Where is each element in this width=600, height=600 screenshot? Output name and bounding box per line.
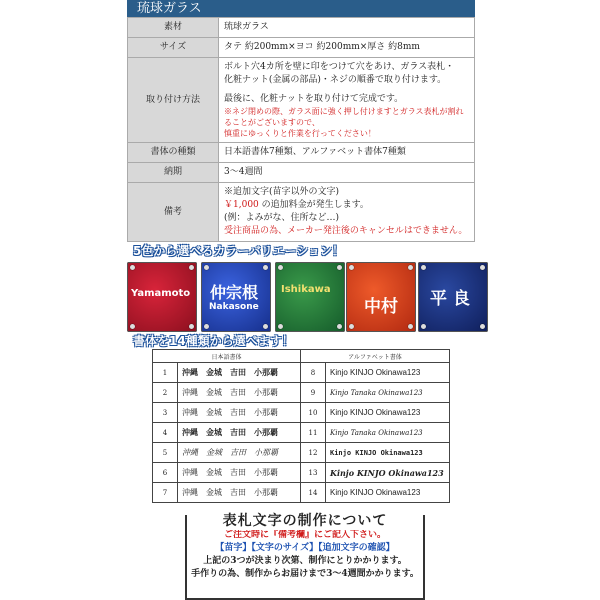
bolt-dot — [421, 265, 426, 270]
spec-row — [128, 58, 475, 143]
swatch-label: Ishikawa — [281, 284, 331, 295]
spec-value: 琉球ガラス — [219, 18, 475, 38]
bolt-dot — [263, 265, 268, 270]
bolt-dot — [337, 265, 342, 270]
spec-row — [128, 18, 475, 38]
en-font-header: アルファベット書体 — [301, 350, 450, 363]
swatch-navy — [418, 262, 488, 332]
swatch-sublabel: Nakasone — [209, 302, 259, 312]
font-sample: Kinjo Tanaka Okinawa123 — [326, 383, 450, 403]
font-sample: 沖縄 金城 吉田 小那覇 — [178, 363, 301, 383]
swatch-green — [275, 262, 345, 332]
page-title-bar — [127, 0, 475, 17]
font-sample: 沖縄 金城 吉田 小那覇 — [178, 463, 301, 483]
spec-value: 3～4週間 — [219, 163, 475, 183]
spec-value — [219, 58, 475, 143]
font-sample: Kinjo KINJO Okinawa123 — [326, 403, 450, 423]
spec-line: 化粧ナット(金属の部品)・ネジの順番で取り付けます。 — [224, 75, 447, 85]
bolt-dot — [130, 265, 135, 270]
spec-key: 納期 — [128, 163, 219, 183]
font-sample: 沖縄 金城 吉田 小那覇 — [178, 483, 301, 503]
price: ￥1,000 — [224, 200, 259, 210]
font-sample: 沖縄 金城 吉田 小那覇 — [178, 443, 301, 463]
table-row — [153, 483, 301, 503]
font-number: 4 — [153, 423, 178, 443]
swatch-orange — [346, 262, 416, 332]
spec-warning — [224, 106, 469, 139]
bolt-dot — [349, 324, 354, 329]
spec-key: サイズ — [128, 38, 219, 58]
table-row — [301, 443, 450, 463]
spec-value — [219, 183, 475, 242]
spec-key: 書体の種類 — [128, 143, 219, 163]
bolt-dot — [204, 265, 209, 270]
table-row — [153, 403, 301, 423]
spec-row — [128, 38, 475, 58]
table-row — [153, 383, 301, 403]
font-number: 10 — [301, 403, 326, 423]
table-row — [301, 463, 450, 483]
bolt-dot — [189, 324, 194, 329]
spec-key: 素材 — [128, 18, 219, 38]
font-sample: Kinjo KINJO Okinawa123 — [326, 363, 450, 383]
spec-table — [127, 17, 475, 242]
spec-key: 備考 — [128, 183, 219, 242]
bolt-dot — [278, 324, 283, 329]
table-row — [301, 403, 450, 423]
font-sample: 沖縄 金城 吉田 小那覇 — [178, 403, 301, 423]
swatch-label: 中村 — [364, 297, 398, 317]
table-row — [301, 483, 450, 503]
spec-key: 取り付け方法 — [128, 58, 219, 143]
font-number: 5 — [153, 443, 178, 463]
info-line: 【苗字】【文字のサイズ】【追加文字の確認】 — [215, 543, 395, 553]
spec-row — [128, 163, 475, 183]
font-number: 11 — [301, 423, 326, 443]
font-sample: Kinjo Tanaka Okinawa123 — [326, 423, 450, 443]
bolt-dot — [204, 324, 209, 329]
bolt-dot — [130, 324, 135, 329]
bolt-dot — [349, 265, 354, 270]
spec-row — [128, 183, 475, 242]
swatch-red — [127, 262, 197, 332]
spec-line: ボルト穴4カ所を壁に印をつけて穴をあけ、ガラス表札・ — [224, 62, 455, 72]
bolt-dot — [421, 324, 426, 329]
font-sample: 沖縄 金城 吉田 小那覇 — [178, 383, 301, 403]
table-row — [153, 463, 301, 483]
font-number: 12 — [301, 443, 326, 463]
table-row — [153, 443, 301, 463]
spec-line: 最後に、化粧ナットを取り付けて完成です。 — [224, 94, 404, 104]
bolt-dot — [480, 324, 485, 329]
spec-warning: 受注商品の為、メーカー発注後のキャンセルはできません。 — [224, 226, 468, 236]
bolt-dot — [337, 324, 342, 329]
spec-line — [224, 199, 469, 212]
table-row — [301, 363, 450, 383]
info-line: 手作りの為、制作からお届けまで3～4週間かかります。 — [191, 569, 419, 579]
table-row — [301, 383, 450, 403]
info-line: 上記の3つが決まり次第、制作にとりかかります。 — [203, 556, 407, 566]
page-title: 琉球ガラス — [137, 1, 202, 16]
jp-font-header: 日本語書体 — [153, 350, 301, 363]
bolt-dot — [408, 324, 413, 329]
bolt-dot — [480, 265, 485, 270]
bolt-dot — [278, 265, 283, 270]
spec-line: ※追加文字(苗字以外の文字) — [224, 187, 340, 197]
font-sample: Kinjo KINJO Okinawa123 — [326, 443, 450, 463]
font-sample: Kinjo KINJO Okinawa123 — [326, 463, 450, 483]
swatch-label: 平 良 — [430, 289, 470, 309]
en-font-table — [300, 349, 450, 503]
font-number: 3 — [153, 403, 178, 423]
font-number: 13 — [301, 463, 326, 483]
font-number: 7 — [153, 483, 178, 503]
font-sample: Kinjo KINJO Okinawa123 — [326, 483, 450, 503]
font-number: 6 — [153, 463, 178, 483]
table-row — [301, 423, 450, 443]
spec-value: タテ 約200mm×ヨコ 約200mm×厚さ 約8mm — [219, 38, 475, 58]
table-row — [153, 363, 301, 383]
font-number: 8 — [301, 363, 326, 383]
fonts-heading: 書体を14種類から選べます！ — [133, 334, 294, 348]
swatch-blue — [201, 262, 271, 332]
table-row — [153, 423, 301, 443]
swatch-label: 仲宗根 — [210, 283, 259, 302]
font-number: 2 — [153, 383, 178, 403]
jp-font-table — [152, 349, 301, 503]
spec-warning-line: 慎重にゆっくりと作業を行ってください！ — [224, 129, 376, 138]
colors-heading: 5色から選べるカラーバリエーション！ — [133, 244, 345, 258]
font-sample: 沖縄 金城 吉田 小那覇 — [178, 423, 301, 443]
bolt-dot — [189, 265, 194, 270]
bolt-dot — [408, 265, 413, 270]
spec-line: (例：よみがな、住所など…) — [224, 213, 340, 223]
bolt-dot — [263, 324, 268, 329]
font-number: 14 — [301, 483, 326, 503]
spec-row — [128, 143, 475, 163]
spec-value: 日本語書体7種類、アルファベット書体7種類 — [219, 143, 475, 163]
font-number: 1 — [153, 363, 178, 383]
spec-warning-line: ※ネジ閉めの際、ガラス面に強く押し付けますとガラス表札が割れることがございますので、 — [224, 107, 464, 127]
swatch-label: Yamamoto — [131, 288, 191, 299]
production-info-title: 表札文字の制作について — [190, 510, 420, 530]
spec-line-text: の追加料金が発生します。 — [261, 200, 369, 210]
font-number: 9 — [301, 383, 326, 403]
info-line: ご注文時に『備考欄』にご記入下さい。 — [223, 530, 386, 540]
